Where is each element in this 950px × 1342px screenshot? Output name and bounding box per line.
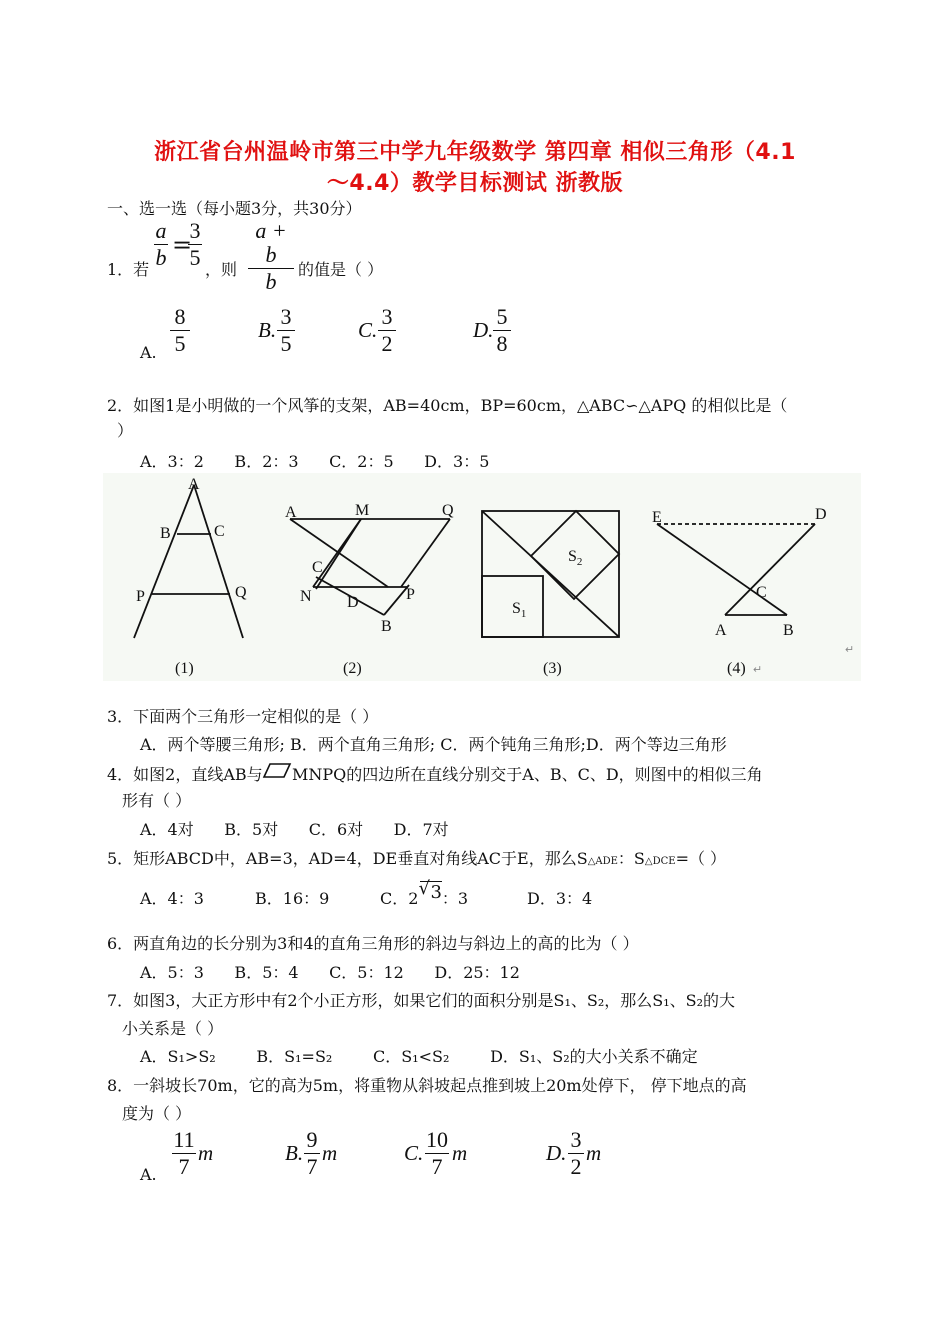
q8-option-a-fraction: 11 7 xyxy=(173,1127,195,1179)
q1-suffix: 的值是（ ） xyxy=(298,260,384,279)
document-title-line1: 浙江省台州温岭市第三中学九年级数学 第四章 相似三角形（4.1 xyxy=(154,140,796,165)
q5-option-c-radicand: 3 xyxy=(430,882,442,903)
fig2-label-a: A xyxy=(285,504,297,521)
figure-return-mark: ↵ xyxy=(845,644,855,656)
q5-sub-ade: △ADE xyxy=(587,856,618,867)
figures-svg xyxy=(103,473,861,681)
q1-given-fraction-3-5: 3 5 xyxy=(189,218,201,270)
q2-stem-line2: ） xyxy=(117,421,134,440)
caption-4: (4) xyxy=(727,660,746,677)
fig2-label-d: D xyxy=(347,594,359,611)
q8-option-b-fraction: 9 7 xyxy=(304,1128,320,1179)
fig1-label-q: Q xyxy=(235,584,247,601)
q3-options: A．两个等腰三角形; B．两个直角三角形; C．两个钝角三角形;D．两个等边三角形 xyxy=(140,735,727,754)
q1-option-a-fraction: 8 5 xyxy=(170,305,190,356)
q8-option-d-label: D. xyxy=(546,1141,567,1165)
q1-option-b-fraction: 3 5 xyxy=(277,305,295,356)
q1-option-c-fraction: 3 2 xyxy=(378,305,396,356)
q5-sub-dce: △DCE xyxy=(644,856,676,867)
fig1-label-b: B xyxy=(160,525,171,542)
q8-option-c-label: C. xyxy=(404,1141,424,1165)
fig4-label-b: B xyxy=(783,622,794,639)
fig1-label-c: C xyxy=(214,523,225,540)
caption-3: (3) xyxy=(543,660,562,677)
q7-stem-line2: 小关系是（ ） xyxy=(122,1019,224,1038)
q8-option-d-fraction: 3 2 xyxy=(568,1128,584,1179)
fig3-s2-subscript: 2 xyxy=(576,556,583,568)
caption-2: (2) xyxy=(343,660,362,677)
q2-stem-line1: 2．如图1是小明做的一个风筝的支架，AB=40cm，BP=60cm，△ABC∽△APQ 的相似比是（ xyxy=(107,396,788,415)
fig4-label-c: C xyxy=(756,584,767,601)
figure-4 xyxy=(657,524,815,615)
section-heading: 一、选一选（每小题3分，共30分） xyxy=(107,199,362,218)
q5-stem-main: 5．矩形ABCD中，AB=3，AD=4，DE垂直对角线AC于E，那么S xyxy=(107,849,588,868)
q1-target-fraction: a + b b xyxy=(248,219,294,294)
figures-panel xyxy=(103,473,861,681)
q8-stem-line2: 度为（ ） xyxy=(122,1104,192,1123)
document-title-line2: ～4.4）教学目标测试 浙教版 xyxy=(326,171,624,196)
q6-stem: 6．两直角边的长分别为3和4的直角三角形的斜边与斜边上的高的比为（ ） xyxy=(107,934,639,953)
fig3-s1-letter: S xyxy=(512,600,521,617)
caption-1: (1) xyxy=(175,660,194,677)
figure-1 xyxy=(134,485,243,638)
q1-given-fraction-a-b: a b xyxy=(155,218,167,270)
radical-sign-icon: √ xyxy=(418,878,430,899)
fig3-label-s1 xyxy=(512,600,526,620)
q5-stem xyxy=(107,846,726,869)
q4-stem-line2: 形有（ ） xyxy=(122,791,192,810)
q4-stem-after: MNPQ的四边所在直线分别交于A、B、C、D，则图中的相似三角 xyxy=(292,765,763,784)
q8-option-b-unit: m xyxy=(322,1141,338,1165)
fig4-label-a: A xyxy=(715,622,727,639)
q7-options: A．S₁>S₂ B．S₁=S₂ C．S₁<S₂ D．S₁、S₂的大小关系不确定 xyxy=(140,1047,698,1066)
q5-stem-mid: ：S xyxy=(617,849,645,868)
q7-stem-line1: 7．如图3，大正方形中有2个小正方形，如果它们的面积分别是S₁、S₂，那么S₁、S₂的大 xyxy=(107,991,736,1010)
fig2-label-m: M xyxy=(355,502,370,519)
fig1-label-p: P xyxy=(136,588,145,605)
q5-option-b: B．16：9 xyxy=(255,889,330,908)
q5-option-a: A．4：3 xyxy=(140,889,204,908)
q1-option-d-label: D. xyxy=(473,318,494,342)
caption-4-mark: ↵ xyxy=(753,664,763,676)
q4-stem-before: 4．如图2，直线AB与 xyxy=(107,765,263,784)
fig3-s1-subscript: 1 xyxy=(520,608,527,620)
fig3-label-s2 xyxy=(568,548,582,568)
fig2-label-p: P xyxy=(406,586,415,603)
fig3-s2-letter: S xyxy=(568,548,577,565)
figure-3 xyxy=(482,511,619,637)
fig4-label-d: D xyxy=(815,506,827,523)
q8-stem-line1: 8．一斜坡长70m，它的高为5m，将重物从斜坡起点推到坡上20m处停下， 停下地点的高 xyxy=(107,1076,747,1095)
q8-option-c-unit: m xyxy=(452,1141,468,1165)
q1-option-b-label: B. xyxy=(258,318,277,342)
fig1-label-a: A xyxy=(188,476,200,493)
parallelogram-icon xyxy=(262,763,292,779)
q5-option-d: D．3：4 xyxy=(527,889,593,908)
q1-option-a-label: A. xyxy=(140,343,157,362)
q6-options: A．5：3 B．5：4 C．5：12 D．25：12 xyxy=(140,963,520,982)
q8-option-a-unit: m xyxy=(198,1141,214,1165)
fig4-label-e: E xyxy=(652,509,662,526)
q1-equals-sign: = xyxy=(172,231,193,259)
q2-options: A．3：2 B．2：3 C．2：5 D．3：5 xyxy=(140,452,490,471)
q5-option-c-suffix: ：3 xyxy=(441,889,469,908)
q8-option-d-unit: m xyxy=(586,1141,602,1165)
q5-option-c-prefix: C．2 xyxy=(380,889,419,908)
q5-option-c-radical xyxy=(418,878,442,903)
q1-comma: ，则 xyxy=(205,260,238,279)
q1-option-c-label: C. xyxy=(358,318,378,342)
q8-option-b-label: B. xyxy=(285,1141,304,1165)
fig2-label-n: N xyxy=(300,588,312,605)
q5-stem-end: =（ ） xyxy=(675,849,727,868)
q8-option-a-label: A. xyxy=(140,1165,157,1184)
q1-prefix: 1．若 xyxy=(107,260,150,279)
fig2-label-b: B xyxy=(381,618,392,635)
q1-option-d-fraction: 5 8 xyxy=(493,305,511,356)
q3-stem: 3．下面两个三角形一定相似的是（ ） xyxy=(107,707,379,726)
q5-option-c xyxy=(380,878,469,909)
q4-options: A．4对 B．5对 C．6对 D．7对 xyxy=(140,820,449,839)
fig2-label-q: Q xyxy=(442,502,454,519)
fig2-label-c: C xyxy=(312,559,323,576)
q8-option-c-fraction: 10 7 xyxy=(426,1127,448,1179)
